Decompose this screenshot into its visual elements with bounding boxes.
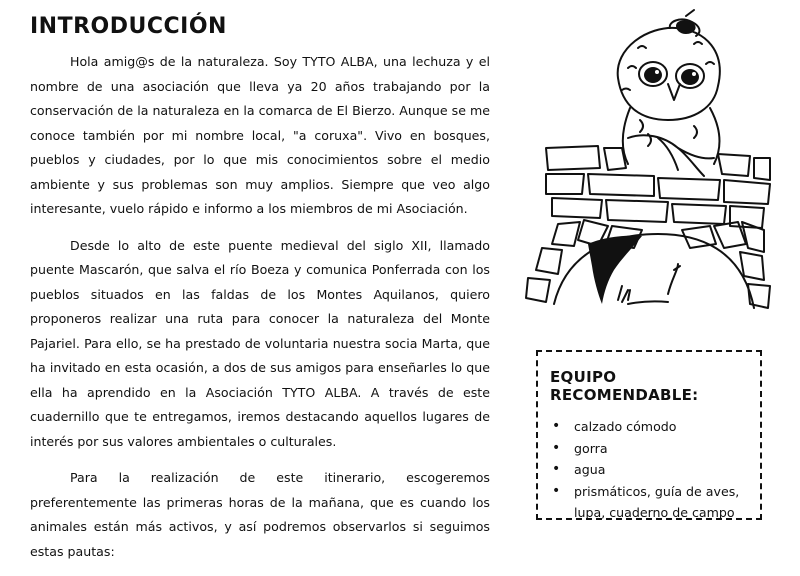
owl-on-bridge-illustration	[518, 8, 780, 338]
equipment-item: • calzado cómodo	[550, 416, 748, 438]
intro-paragraph-1: Hola amig@s de la naturaleza. Soy TYTO ALBA, una lechuza y el nombre de una asociación que lleva ya 20 años trabajando por la conservación de la naturaleza en la comarca de El Bierzo. Aunque se me conoce también por mi nombre local, "a coruxa". Vivo en bosques, pueblos y ciudades, por lo que mis conocimientos sobre el medio ambiente y sus problemas son muy amplios. Siempre que veo algo interesante, vuelo rápido e informo a los miembros de mi Asociación.	[30, 54, 490, 216]
equipment-item: • gorra	[550, 438, 748, 460]
equipment-box	[536, 350, 762, 520]
owl-head	[618, 10, 720, 120]
intro-paragraph-3: Para la realización de este itinerario, escogeremos preferentemente las primeras horas de la mañana, que es cuando los animales están más activos, y así podremos observarlos si seguimos estas pautas:	[30, 470, 490, 559]
page-title: INTRODUCCIÓN	[30, 14, 227, 39]
intro-paragraph-2: Desde lo alto de este puente medieval del siglo XII, llamado puente Mascarón, que salva el río Boeza y comunica Ponferrada con los pueblos situados en las faldas de los Montes Aquilanos, quiero proponeros realizar una ruta para conocer la naturaleza del Monte Pajariel. Para ello, se ha prestado de voluntaria nuestra socia Marta, que ha invitado en esta ocasión, a dos de sus amigos para enseñarles lo que ella ha aprendido en la Asociación TYTO ALBA. A través de este cuadernillo que te entregamos, iremos destacando aquellos lugares de interés por sus valores ambientales o culturales.	[30, 237, 490, 449]
equipment-list	[550, 416, 748, 524]
equipment-title: EQUIPO RECOMENDABLE:	[550, 368, 699, 404]
equipment-item: • agua	[550, 459, 748, 481]
equipment-item: • prismáticos, guía de aves, lupa, cuaderno de campo	[550, 481, 748, 524]
intro-text	[30, 50, 490, 576]
